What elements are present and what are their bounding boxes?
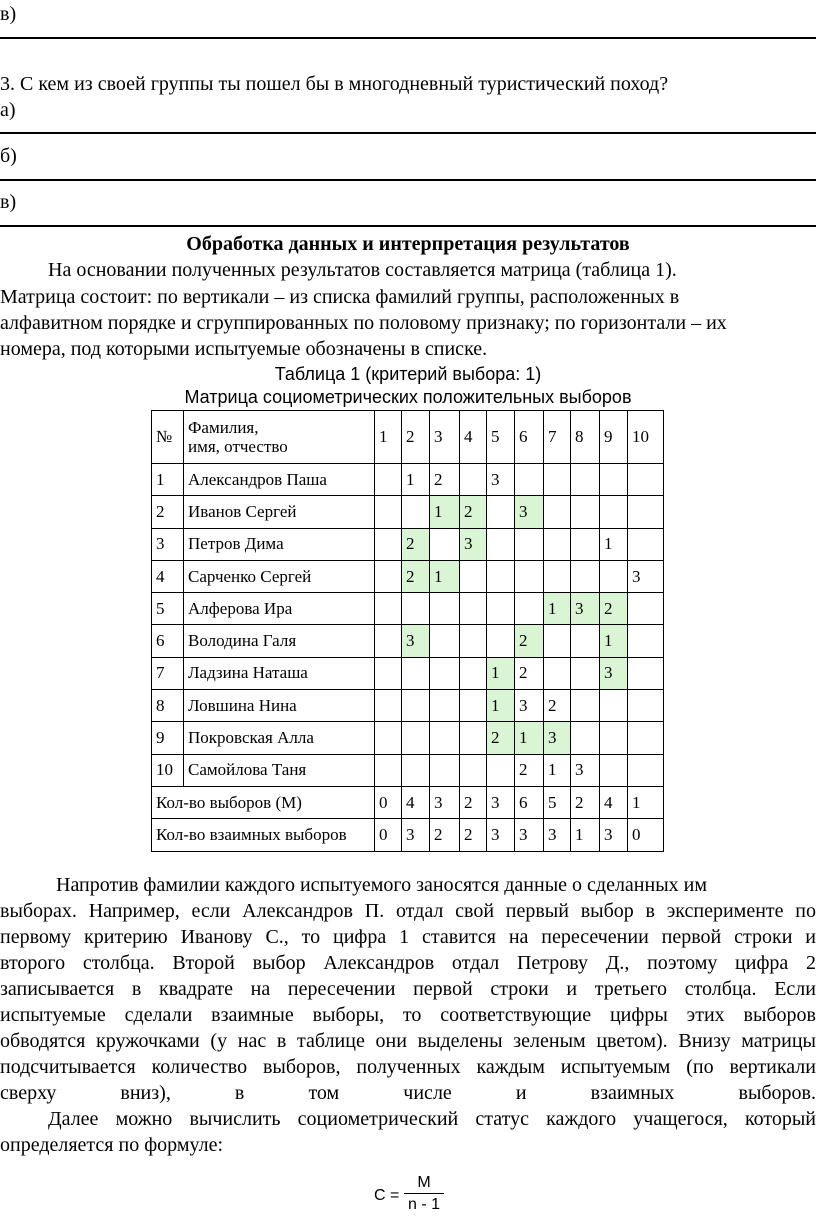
row-num: 3 [152,528,184,560]
choice-cell: 2 [487,722,515,754]
choice-cell: 1 [544,593,571,625]
choice-cell [460,754,487,786]
intro-line: На основании полученных результатов составляется матрица (таблица 1). [48,259,677,281]
header-col-3: 3 [430,411,460,464]
table-row [152,528,664,560]
answer-v-label: в) [0,191,17,213]
choice-cell: 1 [487,690,515,722]
table-row [152,560,664,592]
total-choices-row-cell: 2 [460,786,487,818]
choice-cell [600,690,628,722]
choice-cell [544,657,571,689]
total-choices-row-cell: 6 [515,786,544,818]
body-line: обводятся кружочками (у нас в таблице они выделены зеленым цветом). Внизу матрицы [0,1030,816,1052]
header-col-2: 2 [402,411,430,464]
choice-cell [460,464,487,496]
choice-cell [375,528,402,560]
header-col-10: 10 [628,411,664,464]
choice-cell [402,722,430,754]
choice-cell: 3 [402,625,430,657]
mutual-choices-row-cell: 0 [375,819,402,851]
choice-cell: 3 [460,528,487,560]
body-line: подсчитывается количество выборов, полученных каждым испытуемым (по вертикали [0,1056,816,1078]
mutual-choices-row-cell: 0 [628,819,664,851]
row-name: Иванов Сергей [184,496,375,528]
choice-cell [571,657,600,689]
choice-cell [430,625,460,657]
choice-cell [571,722,600,754]
choice-cell: 1 [430,496,460,528]
choice-cell [571,528,600,560]
table-row [152,722,664,754]
row-num: 9 [152,722,184,754]
body-line: первому критерию Иванову С., то цифра 1 ставится на пересечении первой строки и [0,926,816,948]
formula-lhs: C = [374,1187,400,1204]
choice-cell [628,496,664,528]
choice-cell [628,754,664,786]
choice-cell [600,560,628,592]
row-name: Володина Галя [184,625,375,657]
formula-denominator: n - 1 [407,1196,440,1213]
choice-cell [375,690,402,722]
choice-cell [402,690,430,722]
header-col-8: 8 [571,411,600,464]
table-row [152,593,664,625]
question-3: 3. С кем из своей группы ты пошел бы в многодневный туристический поход? [0,73,669,95]
choice-cell [571,690,600,722]
choice-cell: 2 [544,690,571,722]
header-col-6: 6 [515,411,544,464]
choice-cell [515,593,544,625]
answer-line [0,225,816,227]
total-choices-row-cell: 1 [628,786,664,818]
choice-cell [487,496,515,528]
header-num: № [152,411,184,464]
table-row [152,496,664,528]
choice-cell [375,560,402,592]
choice-cell: 1 [544,754,571,786]
choice-cell [600,754,628,786]
choice-cell [515,560,544,592]
row-name: Покровская Алла [184,722,375,754]
row-name: Сарченко Сергей [184,560,375,592]
header-col-1: 1 [375,411,402,464]
header-col-4: 4 [460,411,487,464]
total-choices-row-cell: 5 [544,786,571,818]
row-num: 8 [152,690,184,722]
choice-cell [487,625,515,657]
choice-cell [628,657,664,689]
choice-cell: 3 [544,722,571,754]
choice-cell: 3 [487,464,515,496]
mutual-choices-row [152,819,664,851]
mutual-choices-row-cell: 3 [515,819,544,851]
mutual-choices-row-cell: 3 [487,819,515,851]
choice-cell [571,560,600,592]
total-choices-row-cell: 0 [375,786,402,818]
choice-cell [571,496,600,528]
header-col-9: 9 [600,411,628,464]
choice-cell: 2 [515,754,544,786]
answer-line [0,132,816,134]
choice-cell [402,657,430,689]
choice-cell [460,560,487,592]
choice-cell [430,754,460,786]
choice-cell: 3 [571,593,600,625]
choice-cell [628,593,664,625]
mutual-choices-row-cell: 1 [571,819,600,851]
choice-cell: 1 [430,560,460,592]
header-name-line2: имя, отчество [188,437,288,456]
mutual-choices-row-cell: 3 [600,819,628,851]
row-num: 4 [152,560,184,592]
choice-cell [600,496,628,528]
choice-cell [430,690,460,722]
total-choices-row-cell: 2 [571,786,600,818]
choice-cell [460,593,487,625]
body-line: сверху вниз), в том числе и взаимных выборов. [0,1082,816,1104]
header-name-line1: Фамилия, [188,418,259,437]
choice-cell [460,722,487,754]
choice-cell [430,528,460,560]
body-line: определяется по формуле: [0,1134,224,1156]
choice-cell [375,722,402,754]
header-name [184,411,375,464]
body-line: записывается в квадрате на пересечении первой строки и третьего столбца. Если [0,978,816,1000]
body-line: испытуемые сделали взаимные выборы, то соответствующие цифры этих выборов [0,1004,816,1026]
choice-cell [544,528,571,560]
mutual-choices-row-cell: 3 [402,819,430,851]
choice-cell: 3 [515,690,544,722]
choice-cell [430,657,460,689]
choice-cell [430,593,460,625]
choice-cell: 2 [515,625,544,657]
choice-cell: 2 [402,528,430,560]
choice-cell [515,464,544,496]
choice-cell [375,496,402,528]
table-row [152,657,664,689]
choice-cell [375,625,402,657]
choice-cell [375,593,402,625]
choice-cell [515,528,544,560]
section-heading: Обработка данных и интерпретация результатов [186,233,630,255]
choice-cell [544,560,571,592]
choice-cell [375,754,402,786]
choice-cell [600,464,628,496]
choice-cell [544,625,571,657]
answer-line [0,179,816,181]
choice-cell [571,625,600,657]
choice-cell: 1 [487,657,515,689]
choice-cell [430,722,460,754]
sociometric-matrix-table [151,410,664,852]
body-paragraph [0,872,816,1158]
row-name: Александров Паша [184,464,375,496]
choice-cell: 3 [628,560,664,592]
intro-line: алфавитном порядке и сгруппированных по половому признаку; по горизонтали – их [0,312,727,334]
choice-cell [544,496,571,528]
header-col-5: 5 [487,411,515,464]
formula-fraction-bar [404,1193,444,1194]
body-line: второго столбца. Второй выбор Александров отдал Петрову Д., поэтому цифра 2 [0,952,816,974]
row-name: Ладзина Наташа [184,657,375,689]
answer-b-label: б) [0,145,17,167]
row-num: 10 [152,754,184,786]
row-name: Петров Дима [184,528,375,560]
choice-cell [460,657,487,689]
mutual-choices-row-cell: 3 [544,819,571,851]
total-choices-row-cell: 3 [487,786,515,818]
total-choices-row [152,786,664,818]
choice-cell [544,464,571,496]
choice-cell [628,528,664,560]
header-col-7: 7 [544,411,571,464]
answer-a-label: а) [0,99,16,121]
table-row [152,690,664,722]
table-row [152,625,664,657]
choice-cell: 3 [515,496,544,528]
intro-line: номера, под которыми испытуемые обозначены в списке. [0,338,488,360]
choice-cell: 2 [600,593,628,625]
body-line: выборах. Например, если Александров П. отдал свой первый выбор в эксперименте по [0,900,816,922]
choice-cell [628,722,664,754]
table-header-row [152,411,664,464]
choice-cell: 1 [600,625,628,657]
choice-cell: 1 [402,464,430,496]
choice-cell: 2 [430,464,460,496]
choice-cell [600,722,628,754]
choice-cell: 1 [515,722,544,754]
total-choices-row-cell: 4 [600,786,628,818]
choice-cell: 3 [571,754,600,786]
choice-cell [628,464,664,496]
total-choices-row-cell: 4 [402,786,430,818]
table-row [152,754,664,786]
answer-v-label-top: в) [0,3,17,25]
choice-cell: 2 [460,496,487,528]
choice-cell: 2 [402,560,430,592]
choice-cell [487,593,515,625]
choice-cell [487,754,515,786]
choice-cell: 1 [600,528,628,560]
table-row [152,464,664,496]
mutual-choices-row-cell: 2 [460,819,487,851]
choice-cell [487,528,515,560]
mutual-choices-row-cell: 2 [430,819,460,851]
choice-cell [460,625,487,657]
choice-cell [402,754,430,786]
row-num: 1 [152,464,184,496]
choice-cell: 2 [515,657,544,689]
table-caption: Таблица 1 (критерий выбора: 1) [274,364,542,384]
body-line: Напротив фамилии каждого испытуемого заносятся данные о сделанных им [56,874,708,896]
intro-line: Матрица состоит: по вертикали – из списка фамилий группы, расположенных в [0,286,680,308]
choice-cell [487,560,515,592]
row-num: 7 [152,657,184,689]
choice-cell [460,690,487,722]
choice-cell [628,690,664,722]
table-title: Матрица социометрических положительных выборов [184,387,632,407]
total-choices-row-label: Кол-во выборов (М) [152,786,375,818]
choice-cell: 3 [600,657,628,689]
choice-cell [375,464,402,496]
row-name: Самойлова Таня [184,754,375,786]
row-num: 2 [152,496,184,528]
formula-numerator: M [417,1174,431,1191]
total-choices-row-cell: 3 [430,786,460,818]
mutual-choices-row-label: Кол-во взаимных выборов [152,819,375,851]
body-line: Далее можно вычислить социометрический статус каждого учащегося, который [48,1108,816,1130]
choice-cell [402,593,430,625]
choice-cell [375,657,402,689]
row-num: 6 [152,625,184,657]
choice-cell [402,496,430,528]
row-num: 5 [152,593,184,625]
choice-cell [628,625,664,657]
row-name: Алферова Ира [184,593,375,625]
choice-cell [571,464,600,496]
row-name: Ловшина Нина [184,690,375,722]
answer-line [0,37,816,39]
